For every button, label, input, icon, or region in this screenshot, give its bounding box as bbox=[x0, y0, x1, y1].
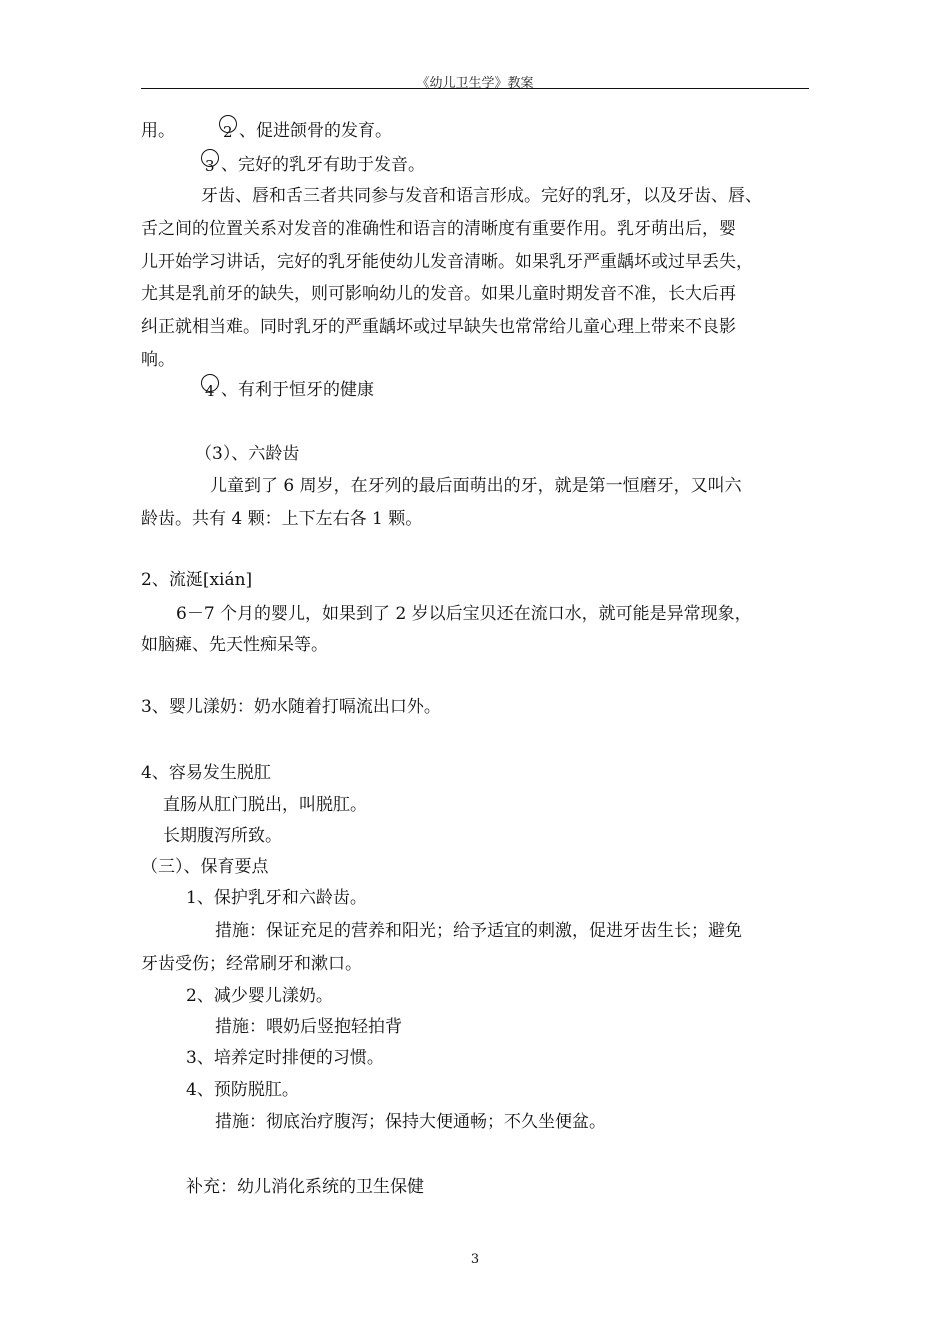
header-rule bbox=[141, 88, 809, 89]
line-text: 、有利于恒牙的健康 bbox=[221, 380, 374, 400]
paragraph-line: 牙齿受伤；经常刷牙和漱口。 bbox=[141, 954, 362, 974]
paragraph-line: 纠正就相当难。同时乳牙的严重龋坏或过早缺失也常常给儿童心理上带来不良影 bbox=[141, 317, 736, 337]
circled-number-2: 2 bbox=[219, 122, 239, 142]
paragraph-line: 龄齿。共有 4 颗：上下左右各 1 颗。 bbox=[141, 509, 423, 529]
numbered-item-4 bbox=[201, 380, 374, 401]
paragraph-line: 儿童到了 6 周岁，在牙列的最后面萌出的牙，就是第一恒磨牙，又叫六 bbox=[210, 476, 742, 496]
list-item: 3、培养定时排便的习惯。 bbox=[186, 1048, 384, 1068]
circled-number-4: 4 bbox=[201, 381, 221, 401]
list-item: 2、减少婴儿漾奶。 bbox=[186, 986, 333, 1006]
paragraph-line: 6－7 个月的婴儿，如果到了 2 岁以后宝贝还在流口水，就可能是异常现象， bbox=[176, 604, 752, 624]
paragraph-line: 尤其是乳前牙的缺失，则可影响幼儿的发音。如果儿童时期发音不准，长大后再 bbox=[141, 284, 736, 304]
list-item: 4、预防脱肛。 bbox=[186, 1080, 299, 1100]
paragraph-line: 措施：保证充足的营养和阳光；给予适宜的刺激，促进牙齿生长；避免 bbox=[215, 921, 742, 941]
list-item: 1、保护乳牙和六龄齿。 bbox=[186, 888, 367, 908]
page-number: 3 bbox=[470, 1252, 480, 1267]
paragraph-line: 舌之间的位置关系对发音的准确性和语言的清晰度有重要作用。乳牙萌出后，婴 bbox=[141, 219, 736, 239]
paragraph-line: 长期腹泻所致。 bbox=[163, 826, 282, 846]
page-header-title: 《幼儿卫生学》教案 bbox=[416, 76, 534, 91]
section-heading: （3）、六龄齿 bbox=[195, 444, 300, 464]
paragraph-line: 儿开始学习讲话，完好的乳牙能使幼儿发音清晰。如果乳牙严重龋坏或过早丢失， bbox=[141, 252, 753, 272]
circled-number-3: 3 bbox=[201, 156, 221, 176]
paragraph-line: 响。 bbox=[141, 350, 175, 370]
line-prefix: 用。 bbox=[141, 121, 175, 141]
section-heading: 4、容易发生脱肛 bbox=[141, 763, 271, 783]
paragraph-line: 直肠从肛门脱出，叫脱肛。 bbox=[163, 795, 367, 815]
paragraph-line: 牙齿、唇和舌三者共同参与发音和语言形成。完好的乳牙，以及牙齿、唇、 bbox=[201, 186, 762, 206]
section-heading: （三）、保育要点 bbox=[141, 857, 269, 877]
paragraph-line: 如脑瘫、先天性痴呆等。 bbox=[141, 635, 328, 655]
paragraph-line: 措施：彻底治疗腹泻；保持大便通畅；不久坐便盆。 bbox=[215, 1112, 606, 1132]
numbered-item-2 bbox=[141, 121, 392, 142]
paragraph-line: 措施：喂奶后竖抱轻拍背 bbox=[215, 1017, 402, 1037]
line-text: 、促进颌骨的发育。 bbox=[239, 121, 392, 141]
section-heading: 补充：幼儿消化系统的卫生保健 bbox=[186, 1177, 424, 1197]
section-heading: 3、婴儿漾奶：奶水随着打嗝流出口外。 bbox=[141, 697, 441, 717]
line-text: 、完好的乳牙有助于发音。 bbox=[221, 155, 425, 175]
numbered-item-3 bbox=[201, 155, 425, 176]
section-heading: 2、流涎[xián] bbox=[141, 570, 253, 590]
